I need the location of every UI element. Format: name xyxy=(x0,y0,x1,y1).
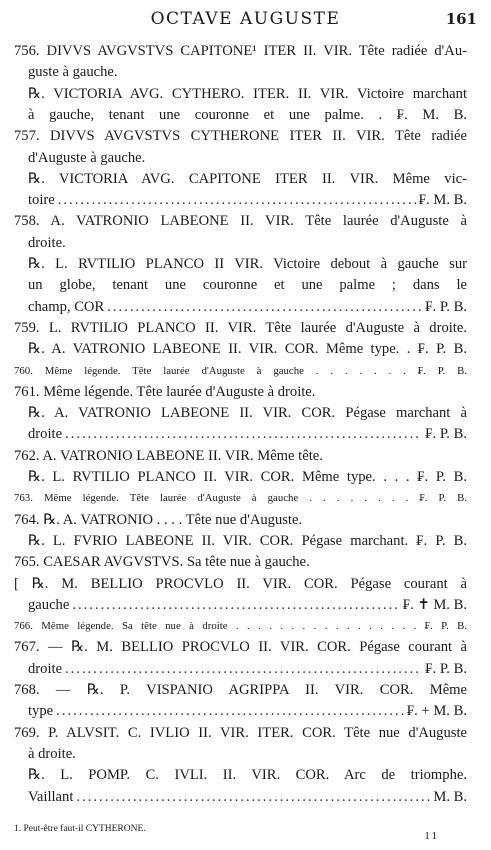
text-line: 759. L. RVTILIO PLANCO II. VIR. Tête laurée d'Auguste à droite. xyxy=(14,319,467,336)
text-line: ℞. VICTORIA AVG. CYTHERO. ITER. II. VIR. Victoire marchant xyxy=(28,85,467,102)
text-line: 764. ℞. A. VATRONIO . . . . Tête nue d'Auguste. xyxy=(14,511,303,528)
text-line: ℞. L. RVTILIO PLANCO II. VIR. COR. Même type. . . . ₣. P. B. xyxy=(28,469,467,485)
text-line: ℞. L. RVTILIO PLANCO II VIR. Victoire debout à gauche sur xyxy=(28,256,467,272)
line-tail-text: ₣. M. B. xyxy=(418,192,467,209)
line-tail-text: M. B. xyxy=(433,788,467,805)
text-line: 756. DIVVS AVGVSTVS CAPITONE¹ ITER II. VIR. Tête radiée d'Au- xyxy=(14,43,467,59)
dot-leader xyxy=(65,658,422,680)
dot-leader xyxy=(76,786,430,808)
text-line: 760. Même légende. Tête laurée d'Auguste à gauche . . . . . . . ₣. P. B. xyxy=(14,364,467,377)
text-line: un globe, tenant une couronne et une palme ; dans le xyxy=(28,277,467,294)
text-line: 766. Même légende. Sa tête nue à droite . . . . . . . . . . . . . . . . . ₣. P. B. xyxy=(14,620,467,633)
running-title: OCTAVE AUGUSTE xyxy=(150,9,341,29)
text-line: guste à gauche. xyxy=(28,64,118,81)
line-tail-text: ₣. ✝ M. B. xyxy=(402,596,467,613)
dot-leader xyxy=(56,700,404,722)
text-line xyxy=(28,594,467,616)
text-line xyxy=(28,786,467,808)
page-header xyxy=(0,9,491,33)
text-line xyxy=(28,189,467,211)
text-line: 758. A. VATRONIO LABEONE II. VIR. Tête laurée d'Auguste à xyxy=(14,213,467,230)
text-line: 765. CAESAR AVGVSTVS. Sa tête nue à gauche. xyxy=(14,554,310,571)
text-line: droite. xyxy=(28,234,66,251)
line-lead-text: gauche xyxy=(28,596,70,613)
text-line xyxy=(28,423,467,445)
dot-leader xyxy=(65,423,422,445)
text-line: à droite. xyxy=(28,745,76,762)
text-line: 757. DIVVS AVGVSTVS CYTHERONE ITER II. VIR. Tête radiée xyxy=(14,128,467,145)
text-line: 762. A. VATRONIO LABEONE II. VIR. Même tête. xyxy=(14,447,323,464)
text-line: ℞. A. VATRONIO LABEONE II. VIR. COR. Pégase marchant à xyxy=(28,405,467,422)
text-line: ℞. L. FVRIO LABEONE II. VIR. COR. Pégase marchant. ₣. P. B. xyxy=(28,532,467,549)
dot-leader xyxy=(58,189,416,211)
line-lead-text: type xyxy=(28,703,54,720)
text-line: d'Auguste à gauche. xyxy=(28,149,146,166)
text-line: ℞. A. VATRONIO LABEONE II. VIR. COR. Même type. . ₣. P. B. xyxy=(28,341,467,358)
line-lead-text: toire xyxy=(28,192,55,209)
text-line: ℞. VICTORIA AVG. CAPITONE ITER II. VIR. Même vic- xyxy=(28,170,467,187)
line-lead-text: droite xyxy=(28,660,63,677)
text-line xyxy=(28,296,467,318)
text-line: [ ℞. M. BELLIO PROCVLO II. VIR. COR. Pégase courant à xyxy=(14,575,467,592)
text-line: 763. Même légende. Tête laurée d'Auguste à gauche . . . . . . . . ₣. P. B. xyxy=(14,492,467,505)
footnote: 1. Peut-être faut-il CYTHERONE. xyxy=(14,824,146,834)
text-line xyxy=(28,658,467,680)
text-line: à gauche, tenant une couronne et une palme. . ₣. M. B. xyxy=(28,106,467,123)
dot-leader xyxy=(72,594,400,616)
line-tail-text: ₣. P. B. xyxy=(425,660,467,677)
line-lead-text: Vaillant xyxy=(28,788,74,805)
page-number: 161 xyxy=(445,10,477,28)
text-line: 769. P. ALVSIT. C. IVLIO II. VIR. ITER. COR. Tête nue d'Auguste xyxy=(14,724,467,741)
line-lead-text: champ, COR xyxy=(28,298,105,315)
text-line: 768. — ℞. P. VISPANIO AGRIPPA II. VIR. COR. Même xyxy=(14,682,467,698)
dot-leader xyxy=(107,296,422,318)
line-tail-text: ₣. P. B. xyxy=(425,426,467,443)
text-line: 767. — ℞. M. BELLIO PROCVLO II. VIR. COR. Pégase courant à xyxy=(14,639,467,656)
line-lead-text: droite xyxy=(28,426,63,443)
printer-signature: 11 xyxy=(424,830,439,842)
text-line: ℞. L. POMP. C. IVLI. II. VIR. COR. Arc de triomphe. xyxy=(28,767,467,784)
line-tail-text: ₣. P. B. xyxy=(425,298,467,315)
text-line xyxy=(28,700,467,722)
text-line: 761. Même légende. Tête laurée d'Auguste à droite. xyxy=(14,383,316,400)
line-tail-text: ₣. + M. B. xyxy=(406,703,467,720)
